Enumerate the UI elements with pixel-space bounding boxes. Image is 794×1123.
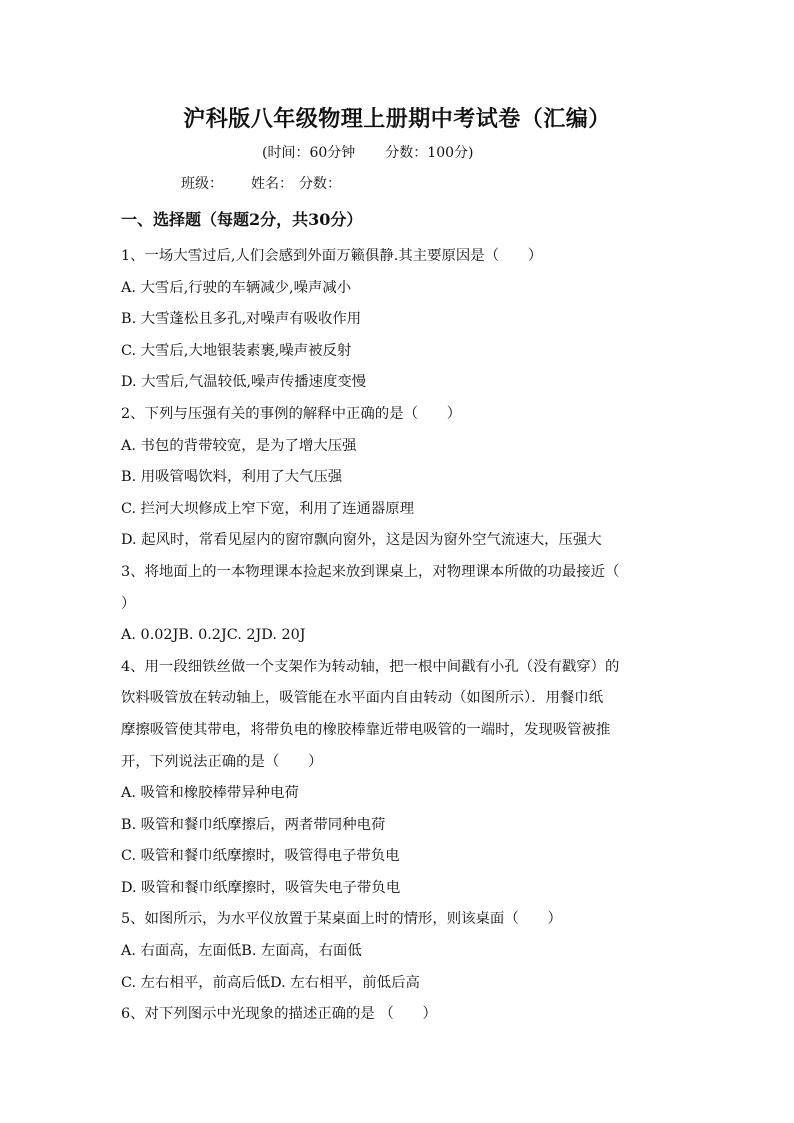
question-3-options: A. 0.02JB. 0.2JC. 2JD. 20J [121, 627, 306, 644]
question-1-stem: 1、一场大雪过后,人们会感到外面万籁俱静.其主要原因是（ ） [121, 248, 543, 264]
question-2-option-b: B. 用吸管喝饮料，利用了大气压强 [121, 469, 343, 486]
question-4-option-c: C. 吸管和餐巾纸摩擦时，吸管得电子带负电 [121, 848, 400, 865]
question-6-stem: 6、对下列图示中光现象的描述正确的是 （ ） [121, 1006, 437, 1023]
question-3-stem-line-1: 3、将地面上的一本物理课本捡起来放到课桌上，对物理课本所做的功最接近（ [121, 563, 620, 580]
question-4-stem-line-1: 4、用一段细铁丝做一个支架作为转动轴，把一根中间戳有小孔（没有戳穿）的 [121, 658, 620, 675]
question-2-stem: 2、下列与压强有关的事例的解释中正确的是（ ） [121, 405, 462, 422]
section-title: 一、选择题（每题2分，共30分） [121, 210, 363, 229]
question-3-stem-line-2: ） [121, 595, 136, 612]
question-4-option-d: D. 吸管和餐巾纸摩擦时，吸管失电子带负电 [121, 879, 401, 896]
exam-meta [262, 143, 473, 163]
exam-score-total: 分数：100分) [385, 145, 474, 161]
question-5-options-cd: C. 左右相平，前高后低D. 左右相平，前低后高 [121, 974, 420, 991]
question-1-option-c: C. 大雪后,大地银装素裹,噪声被反射 [121, 342, 352, 359]
student-info [181, 174, 341, 194]
question-4-option-a: A. 吸管和橡胶棒带异种电荷 [121, 785, 299, 802]
question-list [121, 241, 681, 1031]
exam-time: (时间：60分钟 [262, 145, 356, 161]
question-5-stem: 5、如图所示，为水平仪放置于某桌面上时的情形，则该桌面（ ） [121, 911, 562, 928]
question-2-option-a: A. 书包的背带较宽，是为了增大压强 [121, 437, 357, 454]
question-4-stem-line-3: 摩擦吸管使其带电，将带负电的橡胶棒靠近带电吸管的一端时，发现吸管被推 [121, 721, 611, 738]
question-1-option-d: D. 大雪后,气温较低,噪声传播速度变慢 [121, 374, 367, 391]
name-label: 姓名： [251, 176, 293, 192]
class-label: 班级： [181, 176, 223, 192]
question-2-option-d: D. 起风时，常看见屋内的窗帘飘向窗外，这是因为窗外空气流速大，压强大 [121, 532, 602, 549]
question-1-option-b: B. 大雪蓬松且多孔,对噪声有吸收作用 [121, 311, 362, 328]
question-4-stem-line-2: 饮料吸管放在转动轴上，吸管能在水平面内自由转动（如图所示）．用餐巾纸 [121, 690, 604, 707]
question-2-option-c: C. 拦河大坝修成上窄下宽，利用了连通器原理 [121, 500, 415, 517]
question-1-option-a: A. 大雪后,行驶的车辆减少,噪声减小 [121, 279, 352, 296]
question-5-options-ab: A. 右面高，左面低B. 左面高，右面低 [121, 943, 362, 960]
question-4-option-b: B. 吸管和餐巾纸摩擦后，两者带同种电荷 [121, 816, 386, 833]
question-4-stem-line-4: 开，下列说法正确的是（ ） [121, 753, 323, 770]
page-title: 沪科版八年级物理上册期中考试卷（汇编） [183, 106, 611, 132]
score-label: 分数： [299, 176, 341, 192]
